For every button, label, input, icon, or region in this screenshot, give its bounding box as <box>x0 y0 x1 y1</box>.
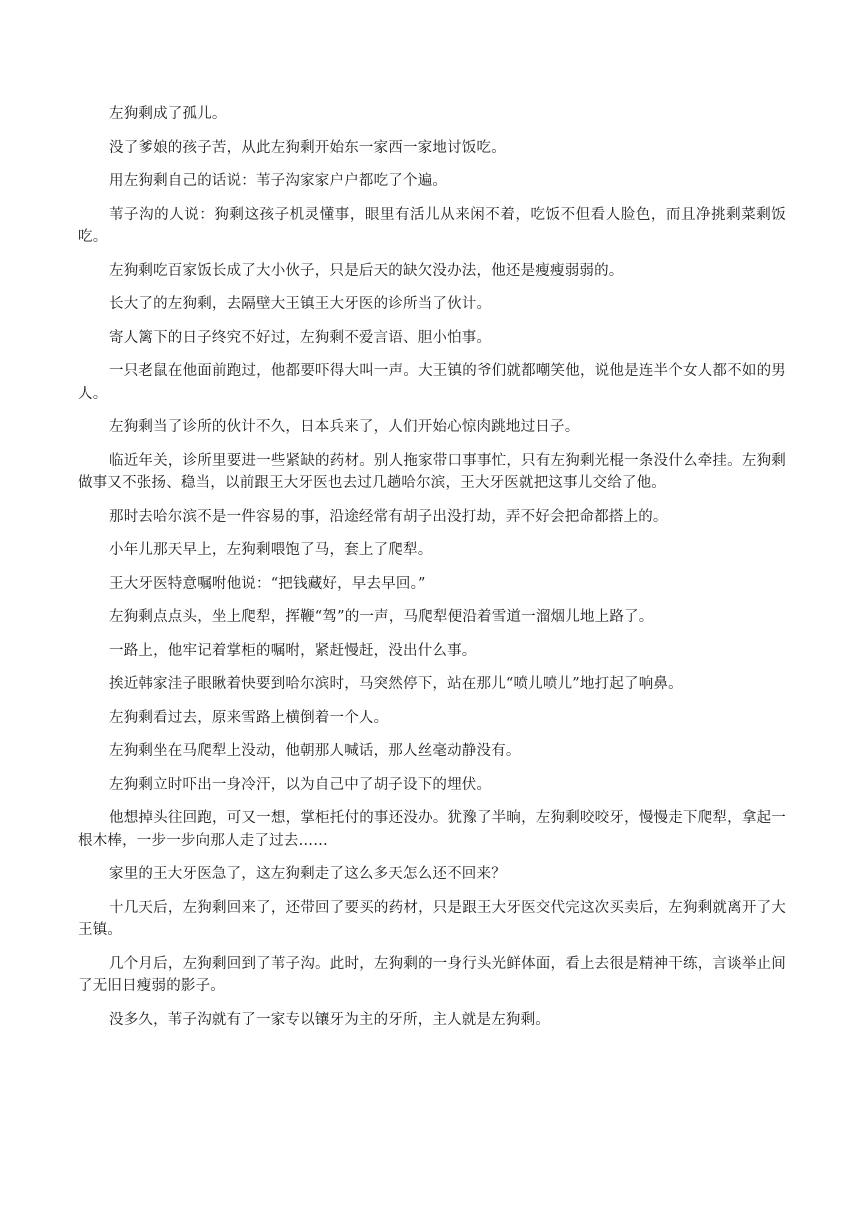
paragraph: 他想掉头往回跑，可又一想，掌柜托付的事还没办。犹豫了半晌，左狗剩咬咬牙，慢慢走下爬犁，拿起一根木棒，一步一步向那人走了过去…… <box>78 810 786 849</box>
paragraph: 寄人篱下的日子终究不好过，左狗剩不爱言语、胆小怕事。 <box>109 329 492 346</box>
paragraph: 左狗剩当了诊所的伙计不久，日本兵来了，人们开始心惊肉跳地过日子。 <box>109 419 580 435</box>
paragraph: 临近年关，诊所里要进一些紧缺的药材。别人拖家带口事事忙，只有左狗剩光棍一条没什么牵挂。左狗剩做事又不张扬、稳当，以前跟王大牙医也去过几趟哈尔滨，王大牙医就把这事儿交给了他。 <box>78 452 786 491</box>
paragraph: 没多久，苇子沟就有了一家专以镶牙为主的牙所，主人就是左狗剩。 <box>109 1011 550 1028</box>
paragraph: 左狗剩立时吓出一身冷汗，以为自己中了胡子设下的埋伏。 <box>109 776 492 793</box>
paragraph: 左狗剩坐在马爬犁上没动，他朝那人喊话，那人丝毫动静没有。 <box>109 743 521 759</box>
paragraph: 小年儿那天早上，左狗剩喂饱了马，套上了爬犁。 <box>109 542 433 558</box>
paragraph: 家里的王大牙医急了，这左狗剩走了这么多天怎么还不回来？ <box>109 866 506 882</box>
paragraph: 长大了的左狗剩，去隔壁大王镇王大牙医的诊所当了伙计。 <box>109 296 492 312</box>
paragraph: 左狗剩点点头，坐上爬犁，挥鞭“驾”的一声，马爬犁便沿着雪道一溜烟儿地上路了。 <box>109 609 654 625</box>
paragraph: 左狗剩看过去，原来雪路上横倒着一个人。 <box>109 709 389 726</box>
paragraph: 用左狗剩自己的话说：苇子沟家家户户都吃了个遍。 <box>109 173 448 189</box>
paragraph: 一路上，他牢记着掌柜的嘱咐，紧赶慢赶，没出什么事。 <box>109 642 477 659</box>
paragraph: 苇子沟的人说：狗剩这孩子机灵懂事，眼里有活儿从来闲不着，吃饭不但看人脸色，而且净挑剩菜剩饭吃。 <box>78 206 786 245</box>
paragraph: 没了爹娘的孩子苦，从此左狗剩开始东一家西一家地讨饭吃。 <box>109 139 506 156</box>
paragraph: 几个月后，左狗剩回到了苇子沟。此时，左狗剩的一身行头光鲜体面，看上去很是精神干练，言谈举止间了无旧日瘦弱的影子。 <box>78 955 786 994</box>
paragraph: 十几天后，左狗剩回来了，还带回了要买的药材，只是跟王大牙医交代完这次买卖后，左狗剩就离开了大王镇。 <box>78 899 786 938</box>
paragraph: 挨近韩家洼子眼瞅着快要到哈尔滨时，马突然停下，站在那儿“喷儿喷儿”地打起了响鼻。 <box>109 676 683 692</box>
paragraph: 一只老鼠在他面前跑过，他都要吓得大叫一声。大王镇的爷们就都嘲笑他，说他是连半个女人都不如的男人。 <box>78 363 786 402</box>
paragraph: 王大牙医特意嘱咐他说：“把钱藏好，早去早回。” <box>109 575 426 592</box>
paragraph: 左狗剩吃百家饭长成了大小伙子，只是后天的缺欠没办法，他还是瘦瘦弱弱的。 <box>109 262 624 279</box>
paragraph: 那时去哈尔滨不是一件容易的事，沿途经常有胡子出没打劫，弄不好会把命都搭上的。 <box>109 508 668 525</box>
document-body <box>78 103 786 1042</box>
paragraph: 左狗剩成了孤儿。 <box>109 106 227 122</box>
